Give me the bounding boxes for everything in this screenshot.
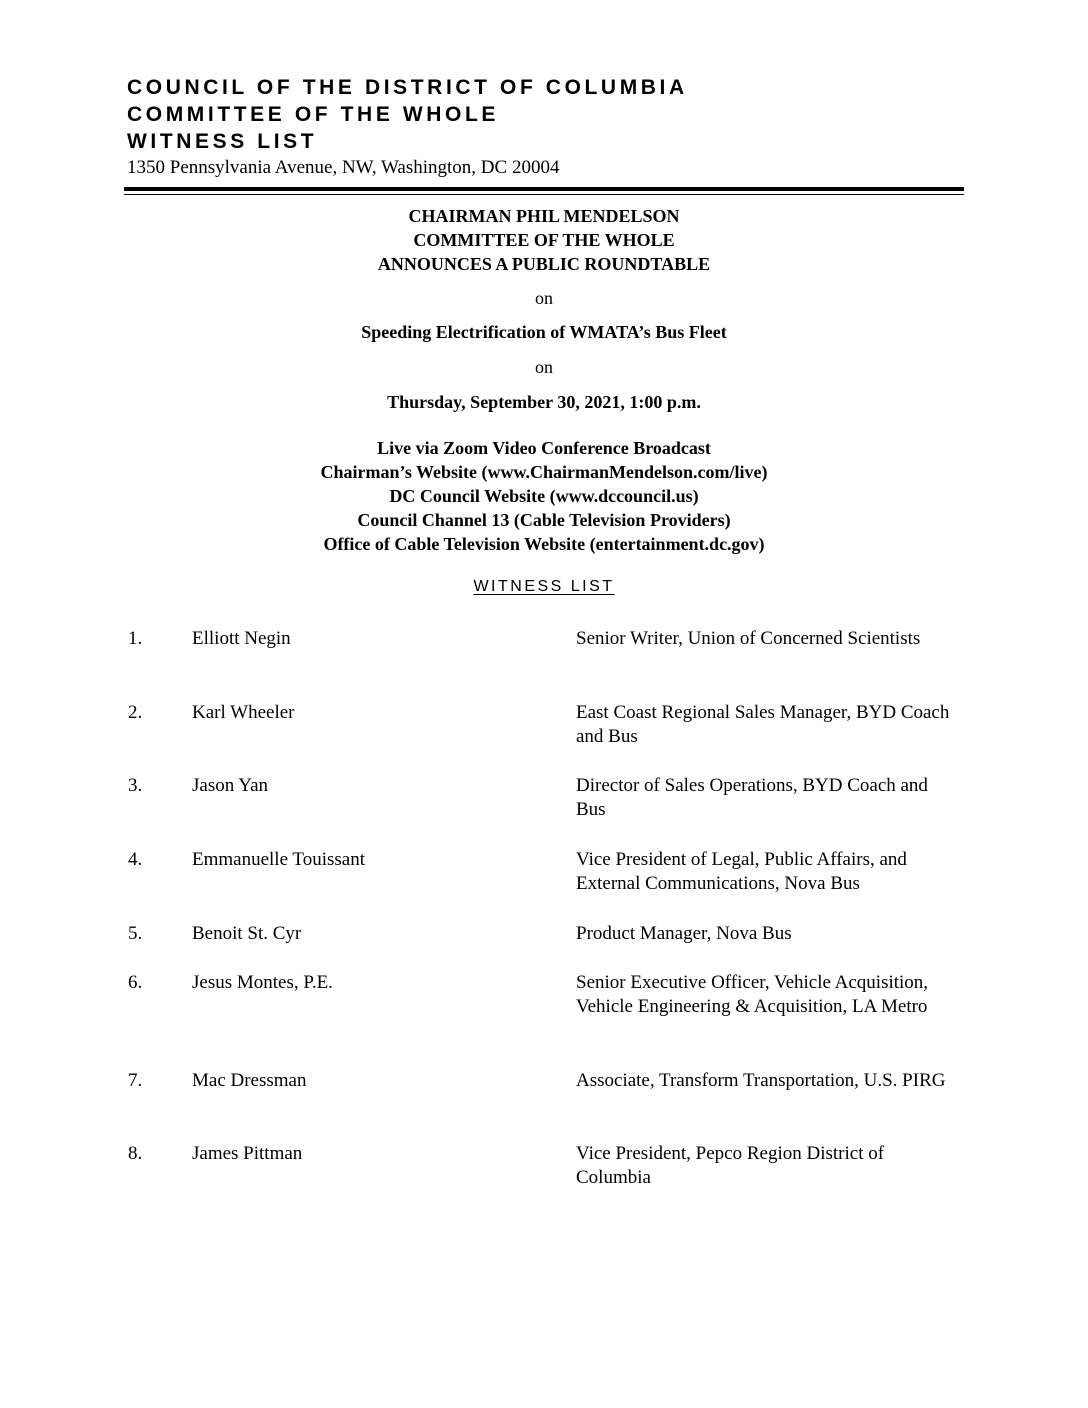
witness-title: Product Manager, Nova Bus xyxy=(576,923,792,944)
roundtable-topic: Speeding Electrification of WMATA’s Bus Fleet xyxy=(361,322,727,342)
witness-name: Jesus Montes, P.E. xyxy=(192,972,333,993)
witness-number: 7. xyxy=(128,1070,143,1091)
broadcast-council-website: DC Council Website (www.dccouncil.us) xyxy=(389,486,699,506)
announcement-heading xyxy=(0,204,1088,276)
witness-name: Karl Wheeler xyxy=(192,702,295,723)
document-type: WITNESS LIST xyxy=(127,130,318,153)
witness-name: Mac Dressman xyxy=(192,1070,307,1091)
witness-title: Director of Sales Operations, BYD Coach and Bus xyxy=(576,775,928,820)
witness-name: Benoit St. Cyr xyxy=(192,923,302,944)
witness-list-heading-text: WITNESS LIST xyxy=(473,578,615,595)
broadcast-channel-13: Council Channel 13 (Cable Television Providers) xyxy=(357,510,731,530)
broadcast-cable-office: Office of Cable Television Website (entertainment.dc.gov) xyxy=(323,534,765,554)
witness-number: 2. xyxy=(128,702,143,723)
roundtable-datetime: Thursday, September 30, 2021, 1:00 p.m. xyxy=(387,392,701,412)
witness-title: Associate, Transform Transportation, U.S. PIRG xyxy=(576,1070,946,1091)
broadcast-info xyxy=(0,436,1088,556)
chairman-line: CHAIRMAN PHIL MENDELSON xyxy=(408,206,680,226)
witness-name: Elliott Negin xyxy=(192,628,291,649)
witness-title: Senior Executive Officer, Vehicle Acquisition, Vehicle Engineering & Acquisition, LA Metro xyxy=(576,972,929,1017)
witness-number: 6. xyxy=(128,972,143,993)
witness-list-heading xyxy=(0,578,1088,596)
letterhead xyxy=(127,74,967,180)
header-rule-thick xyxy=(124,187,964,191)
witness-name: Emmanuelle Touissant xyxy=(192,849,365,870)
witness-title: Vice President of Legal, Public Affairs, and External Communications, Nova Bus xyxy=(576,849,907,894)
committee-line: COMMITTEE OF THE WHOLE xyxy=(413,230,675,250)
witness-number: 3. xyxy=(128,775,143,796)
council-address: 1350 Pennsylvania Avenue, NW, Washington, DC 20004 xyxy=(127,157,560,178)
on-text-1: on xyxy=(535,288,553,308)
witness-number: 8. xyxy=(128,1143,143,1164)
committee-name: COMMITTEE OF THE WHOLE xyxy=(127,103,500,126)
witness-title: Senior Writer, Union of Concerned Scientists xyxy=(576,628,921,649)
witness-number: 4. xyxy=(128,849,143,870)
witness-name: Jason Yan xyxy=(192,775,269,796)
witness-number: 1. xyxy=(128,628,143,649)
council-name: COUNCIL OF THE DISTRICT OF COLUMBIA xyxy=(127,76,688,99)
announces-line: ANNOUNCES A PUBLIC ROUNDTABLE xyxy=(377,254,711,274)
witness-name: James Pittman xyxy=(192,1143,303,1164)
header-rule-thin xyxy=(124,194,964,195)
witness-title: Vice President, Pepco Region District of Columbia xyxy=(576,1143,885,1188)
broadcast-chairman-website: Chairman’s Website (www.ChairmanMendelson.com/live) xyxy=(320,462,768,482)
witness-number: 5. xyxy=(128,923,143,944)
on-text-2: on xyxy=(535,357,553,377)
broadcast-zoom: Live via Zoom Video Conference Broadcast xyxy=(377,438,711,458)
witness-title: East Coast Regional Sales Manager, BYD Coach and Bus xyxy=(576,702,950,747)
